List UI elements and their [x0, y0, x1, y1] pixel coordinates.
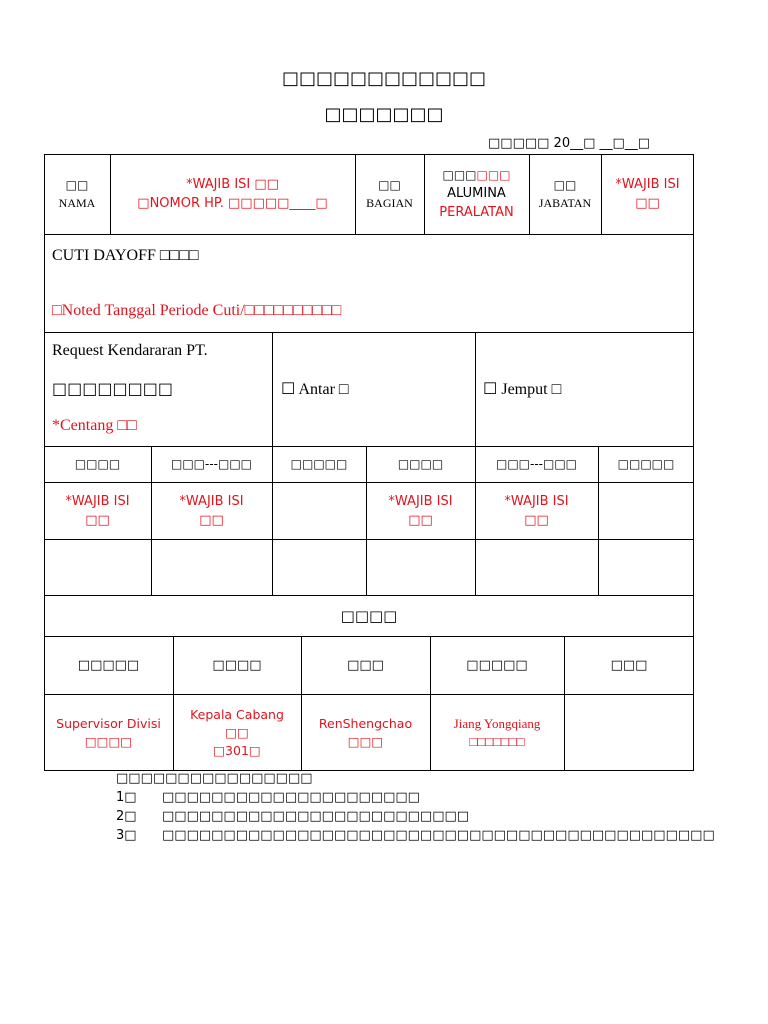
notes-heading: □□□□□□□□□□□□□□□□	[116, 771, 313, 786]
trip-header-2: □□□---□□□	[170, 457, 253, 471]
trip-cell-3[interactable]	[272, 482, 366, 539]
signer-3-cn: □□□	[347, 733, 384, 749]
note-item: 3□ □□□□□□□□□□□□□□□□□□□□□□□□□□□□□□□□□□□□□□□□□□□□□	[116, 828, 715, 843]
approval-header-1: □□□□□	[77, 657, 140, 673]
trip-empty-cell-5[interactable]	[475, 539, 598, 595]
position-label-cell	[529, 154, 601, 234]
trip-empty-cell-6[interactable]	[598, 539, 694, 595]
note-item: 2□ □□□□□□□□□□□□□□□□□□□□□□□□□	[116, 809, 470, 824]
drop-off-checkbox[interactable]: ☐ Antar □	[281, 381, 349, 398]
form-title: □□□□□□□□□□□□	[281, 68, 487, 89]
form-subtitle: □□□□□□□	[324, 104, 444, 125]
signature-ren[interactable]	[301, 694, 430, 771]
trip-header-4: □□□□	[397, 457, 444, 471]
trip-header-3: □□□□□	[290, 457, 348, 471]
name-label-cn: □□	[65, 178, 89, 192]
signature-branch-head[interactable]	[173, 694, 301, 771]
name-input-cell[interactable]	[110, 154, 355, 234]
trip-header-5: □□□---□□□	[495, 457, 578, 471]
signer-3-name: RenShengchao	[318, 715, 413, 731]
division-name: ALUMINA	[447, 186, 506, 201]
signer-2-name: Kepala Cabang	[190, 706, 284, 722]
trip-empty-cell-3[interactable]	[272, 539, 366, 595]
position-label: JABATAN	[538, 196, 592, 210]
trip-cell-4[interactable]: *WAJIB ISI □□	[388, 493, 453, 528]
position-input-cell[interactable]	[601, 154, 694, 234]
name-label: NAMA	[58, 196, 96, 210]
position-required-hint-cn: □□	[635, 196, 660, 211]
division-cn: □□□	[442, 168, 477, 182]
department-label-cell	[355, 154, 424, 234]
division-cn-highlight: □□□	[476, 168, 511, 182]
trip-cell-2[interactable]: *WAJIB ISI □□	[179, 493, 244, 528]
approval-header-4: □□□□□	[466, 657, 528, 673]
division-sub: PERALATAN	[439, 205, 514, 220]
signer-1-name: Supervisor Divisi	[56, 715, 161, 731]
signature-jiang[interactable]	[430, 694, 564, 771]
trip-empty-cell-4[interactable]	[366, 539, 475, 595]
trip-header-6: □□□□□	[617, 457, 675, 471]
signer-1-cn: □□□□	[84, 733, 133, 749]
trip-cell-1[interactable]: *WAJIB ISI □□	[65, 493, 130, 528]
signer-4-cn: □□□□□□□	[469, 733, 525, 749]
department-label: BAGIAN	[366, 196, 413, 210]
signer-2-cn: □□	[225, 724, 249, 740]
department-label-cn: □□	[378, 178, 401, 192]
name-required-hint: *WAJIB ISI □□	[186, 177, 279, 192]
signer-4-name: Jiang Yongqiang	[453, 715, 541, 731]
trip-empty-cell-1[interactable]	[44, 539, 151, 595]
trip-cell-5[interactable]: *WAJIB ISI □□	[504, 493, 569, 528]
application-date: □□□□□ 20__□ __□__□	[488, 136, 651, 151]
leave-period-note[interactable]: □Noted Tanggal Periode Cuti/□□□□□□□□□□	[52, 302, 342, 319]
position-required-hint: *WAJIB ISI	[615, 177, 680, 192]
position-label-cn: □□	[553, 178, 577, 192]
note-item: 1□ □□□□□□□□□□□□□□□□□□□□□	[116, 790, 420, 805]
trip-empty-cell-2[interactable]	[151, 539, 272, 595]
name-label-cell	[44, 154, 110, 234]
division-cell[interactable]	[424, 154, 529, 234]
signature-supervisor[interactable]	[44, 694, 173, 771]
vehicle-check-hint: *Centang □□	[52, 417, 137, 434]
trip-cell-6[interactable]	[598, 482, 694, 539]
approval-header-2: □□□□	[212, 657, 262, 673]
approval-header-5: □□□	[610, 657, 648, 673]
signature-empty[interactable]	[564, 694, 694, 771]
pick-up-checkbox[interactable]: ☐ Jemput □	[483, 381, 562, 398]
phone-number-hint: □NOMOR HP. □□□□□____□	[137, 196, 328, 211]
approval-header-3: □□□	[347, 657, 384, 673]
vehicle-request-label-cn: □□□□□□□□	[52, 379, 173, 398]
trip-header-1: □□□□	[74, 457, 121, 471]
leave-type-title: CUTI DAYOFF □□□□	[52, 247, 199, 264]
vehicle-request-label: Request Kendararan PT.	[52, 342, 208, 359]
approval-title: □□□□	[340, 606, 398, 625]
signer-2-code: □301□	[213, 742, 261, 758]
